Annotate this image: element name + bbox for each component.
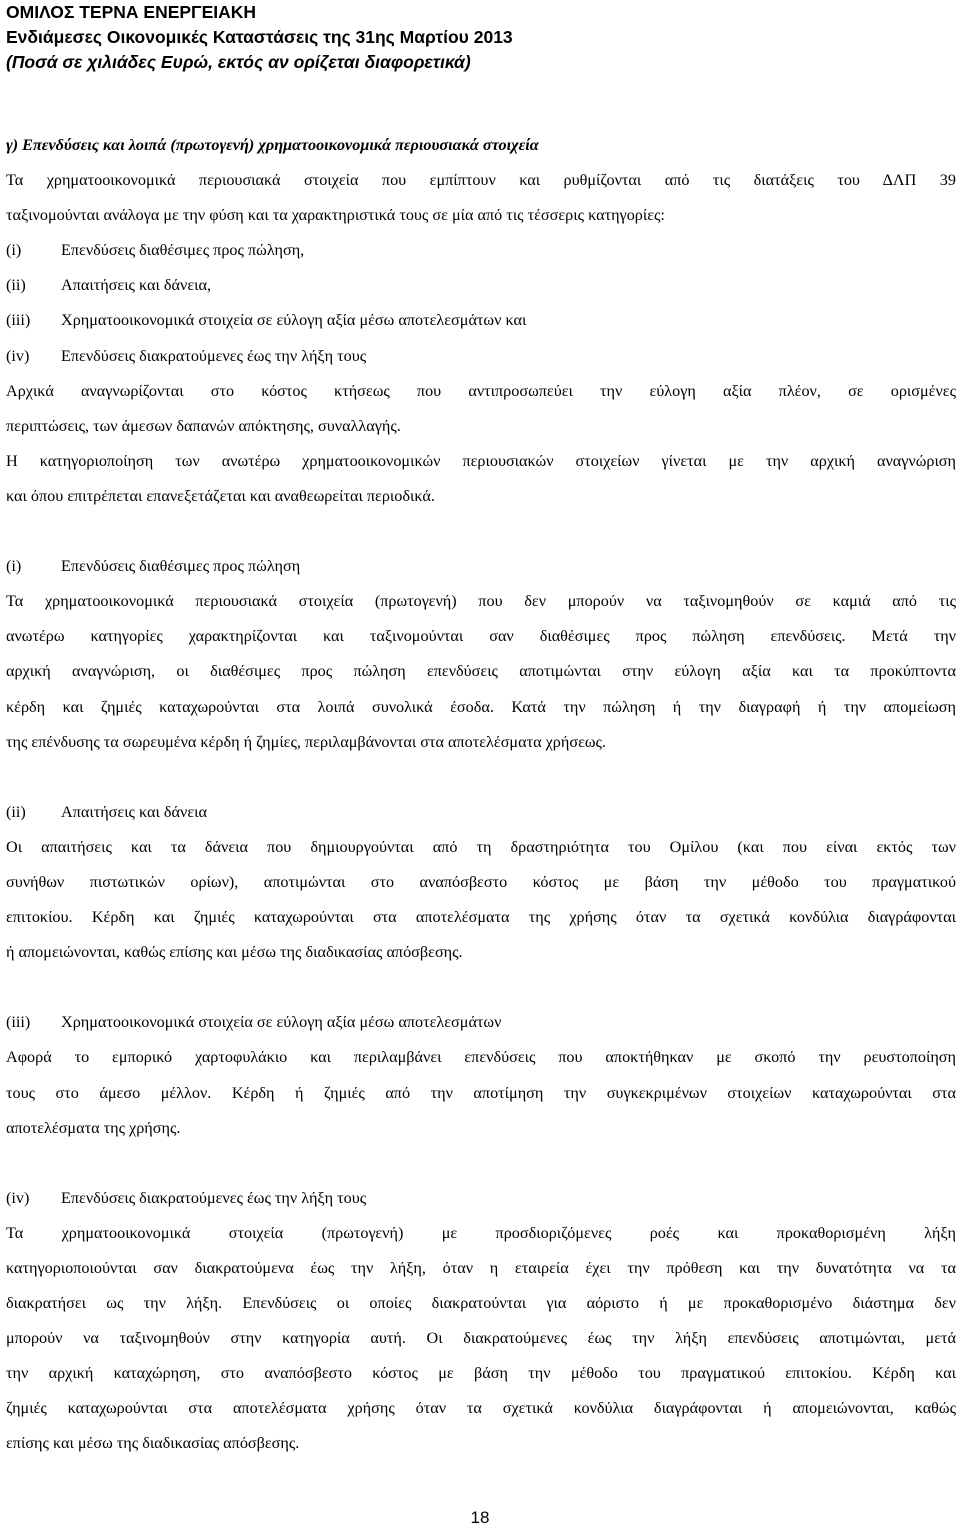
paragraph-line: αποτελέσματα της χρήσης. [6, 1118, 181, 1137]
category-item [6, 268, 956, 303]
paragraph-line: Τα χρηματοοικονομικά περιουσιακά στοιχεία (πρωτογενή) που δεν μπορούν να ταξινομηθούν σε καμιά από τις [6, 592, 956, 611]
intro-line: Τα χρηματοοικονομικά περιουσιακά στοιχεία που εμπίπτουν και ρυθμίζονται από τις διατάξεις του ΔΛΠ 39 [6, 171, 956, 190]
subsection-title: Απαιτήσεις και δάνεια [61, 802, 207, 821]
page-header [6, 0, 513, 75]
category-text: Απαιτήσεις και δάνεια, [61, 276, 212, 295]
subsection-title: Χρηματοοικονομικά στοιχεία σε εύλογη αξία μέσω αποτελεσμάτων [61, 1013, 502, 1032]
paragraph-line: αρχική αναγνώριση, οι διαθέσιμες προς πώληση επενδύσεις αποτιμώνται στην εύλογη αξία και τα προκύπτοντα [6, 662, 956, 681]
subsection-number: (ii) [6, 802, 26, 821]
paragraph-line: διακρατήσει ως την λήξη. Επενδύσεις οι οποίες διακρατούνται για αόριστο ή με προκαθορισμένο διάστημα δεν [6, 1294, 956, 1313]
recognition-line: και όπου επιτρέπεται επανεξετάζεται και αναθεωρείται περιοδικά. [6, 486, 435, 505]
category-item [6, 303, 956, 338]
paragraph-line: μπορούν να ταξινομηθούν στην κατηγορία αυτή. Οι διακρατούμενες έως την λήξη επενδύσεις αποτιμώνται, μετά [6, 1329, 956, 1348]
category-text: Επενδύσεις διακρατούμενες έως την λήξη τους [61, 346, 367, 365]
subsection-heading [6, 1181, 956, 1216]
paragraph-line: συνήθων πιστωτικών ορίων), αποτιμώνται στο αναπόσβεστο κόστος με βάση την μέθοδο του πραγματικού [6, 872, 956, 891]
report-title: Ενδιάμεσες Οικονομικές Καταστάσεις της 31ης Μαρτίου 2013 [6, 27, 513, 47]
paragraph-line: ζημιές καταχωρούνται στα αποτελέσματα χρήσης όταν τα σχετικά κονδύλια διαγράφονται ή απομειώνονται, καθώς [6, 1399, 956, 1418]
intro-line: ταξινομούνται ανάλογα με την φύση και τα χαρακτηριστικά τους σε μία από τις τέσσερις κατηγορίες: [6, 206, 665, 225]
document-body [6, 128, 956, 1462]
recognition-line: Η κατηγοριοποίηση των ανωτέρω χρηματοοικονομικών περιουσιακών στοιχείων γίνεται με την αρχική αναγνώριση [6, 451, 956, 470]
category-number: (iv) [6, 346, 30, 365]
paragraph-line: Αφορά το εμπορικό χαρτοφυλάκιο και περιλαμβάνει επενδύσεις που αποκτήθηκαν με σκοπό την ρευστοποίηση [6, 1048, 956, 1067]
recognition-line: Αρχικά αναγνωρίζονται στο κόστος κτήσεως που αντιπροσωπεύει την εύλογη αξία πλέον, σε ορισμένες [6, 381, 956, 400]
category-item [6, 233, 956, 268]
paragraph-line: επίσης και μέσω της διαδικασίας απόσβεσης. [6, 1434, 300, 1453]
subsection-heading [6, 795, 956, 830]
subsection-heading [6, 1005, 956, 1040]
paragraph-line: επιτοκίου. Κέρδη και ζημιές καταχωρούνται στα αποτελέσματα της χρήσης όταν τα σχετικά κονδύλια διαγράφονται [6, 908, 956, 927]
subsection-number: (iii) [6, 1013, 31, 1032]
company-name: ΟΜΙΛΟΣ ΤΕΡΝΑ ΕΝΕΡΓΕΙΑΚΗ [6, 2, 257, 22]
paragraph-line: την αρχική καταχώρηση, στο αναπόσβεστο κόστος με βάση την μέθοδο του πραγματικού επιτοκίου. Κέρδη και [6, 1364, 956, 1383]
paragraph-line: ανωτέρω κατηγορίες χαρακτηρίζονται και ταξινομούνται σαν διαθέσιμες προς πώληση επενδύσεις. Μετά την [6, 627, 956, 646]
recognition-line: περιπτώσεις, των άμεσων δαπανών απόκτησης, συναλλαγής. [6, 416, 401, 435]
category-number: (iii) [6, 311, 31, 330]
paragraph-line: κατηγοριοποιούνται σαν διακρατούμενα έως την λήξη, όταν η εταιρεία έχει την πρόθεση και την δυνατότητα να τα [6, 1259, 956, 1277]
paragraph-line: ή απομειώνονται, καθώς επίσης και μέσω της διαδικασίας απόσβεσης. [6, 943, 463, 962]
amounts-note: (Ποσά σε χιλιάδες Ευρώ, εκτός αν ορίζεται διαφορετικά) [6, 52, 471, 72]
paragraph-line: τους στο άμεσο μέλλον. Κέρδη ή ζημιές από την αποτίμηση την συγκεκριμένων στοιχείων καταχωρούνται στα [6, 1083, 956, 1102]
subsection-heading [6, 549, 956, 584]
category-text: Επενδύσεις διαθέσιμες προς πώληση, [61, 241, 305, 260]
page-number: 18 [470, 1508, 490, 1527]
paragraph-line: Τα χρηματοοικονομικά στοιχεία (πρωτογενή) με προσδιοριζόμενες ροές και προκαθορισμένη λήξη [6, 1223, 956, 1242]
subsection-title: Επενδύσεις διακρατούμενες έως την λήξη τους [61, 1188, 367, 1207]
category-text: Χρηματοοικονομικά στοιχεία σε εύλογη αξία μέσω αποτελεσμάτων και [61, 311, 527, 330]
category-number: (i) [6, 241, 22, 260]
section-title: γ) Επενδύσεις και λοιπά (πρωτογενή) χρηματοοικονομικά περιουσιακά στοιχεία [6, 136, 539, 154]
paragraph-line: Οι απαιτήσεις και τα δάνεια που δημιουργούνται από τη δραστηριότητα του Ομίλου (και που είναι εκτός των [6, 837, 956, 856]
category-item [6, 339, 956, 374]
subsection-number: (iv) [6, 1188, 30, 1207]
paragraph-line: κέρδη και ζημιές καταχωρούνται στα λοιπά συνολικά έσοδα. Κατά την πώληση ή την διαγραφή ή την απομείωση [6, 697, 956, 716]
category-number: (ii) [6, 276, 26, 295]
subsection-number: (i) [6, 557, 22, 576]
subsection-title: Επενδύσεις διαθέσιμες προς πώληση [61, 557, 301, 576]
paragraph-line: της επένδυσης τα σωρευμένα κέρδη ή ζημίες, περιλαμβάνονται στα αποτελέσματα χρήσεως. [6, 732, 606, 751]
